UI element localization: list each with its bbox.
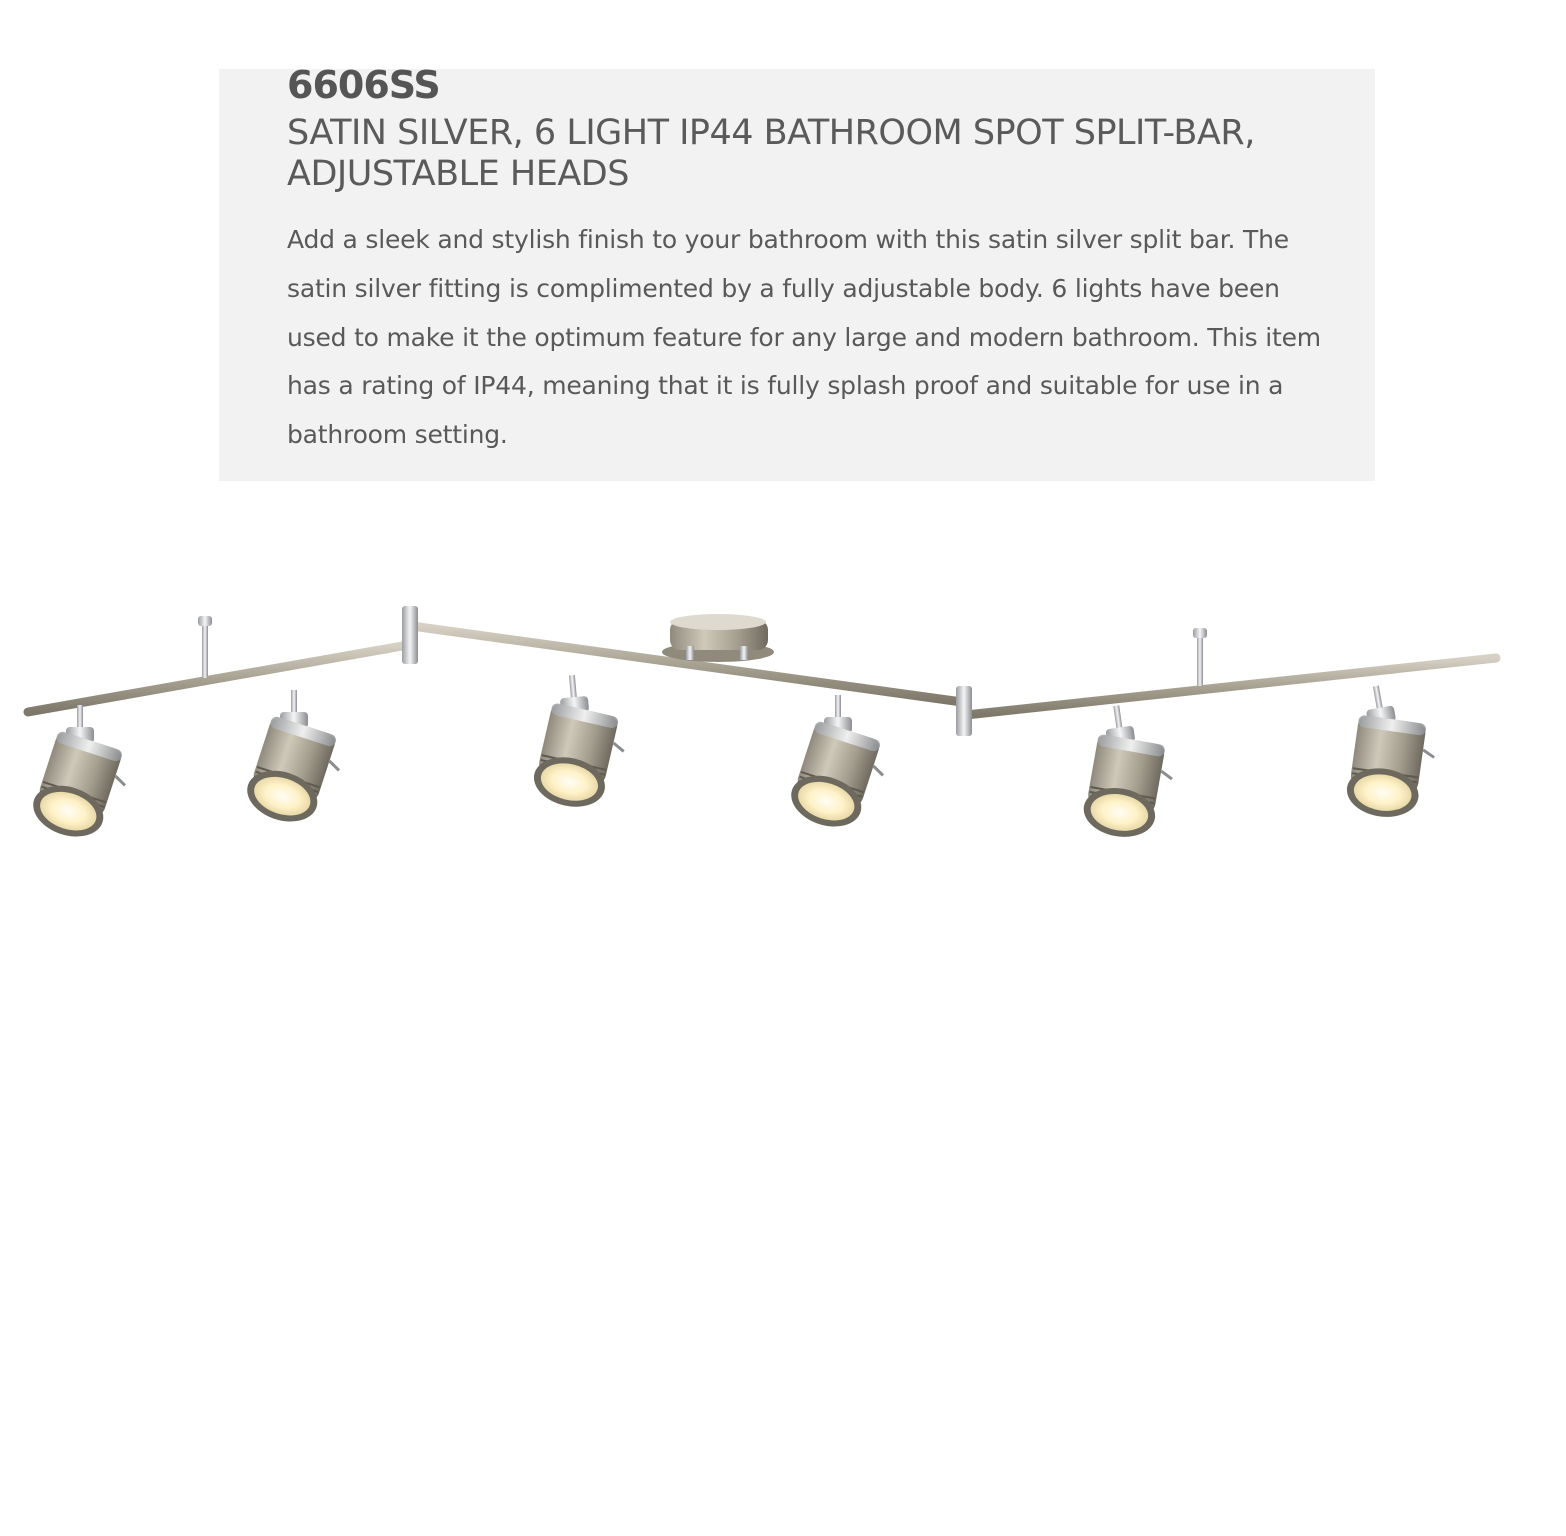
product-title: SATIN SILVER, 6 LIGHT IP44 BATHROOM SPOT SPLIT-BAR, ADJUSTABLE HEADS — [287, 113, 1255, 194]
product-code: 6606SS — [287, 63, 440, 107]
product-image-spotlight-bar — [0, 590, 1566, 880]
product-info-panel — [219, 63, 1375, 481]
product-description: Add a sleek and stylish finish to your bathroom with this satin silver split bar. The satin silver fitting is complimented by a fully adjustable body. 6 lights have been used to make it the optimum feature for any large and modern bathroom. This item has a rating of IP44, meaning that it is fully splash proof and suitable for use in a bathroom setting. — [287, 225, 1321, 450]
